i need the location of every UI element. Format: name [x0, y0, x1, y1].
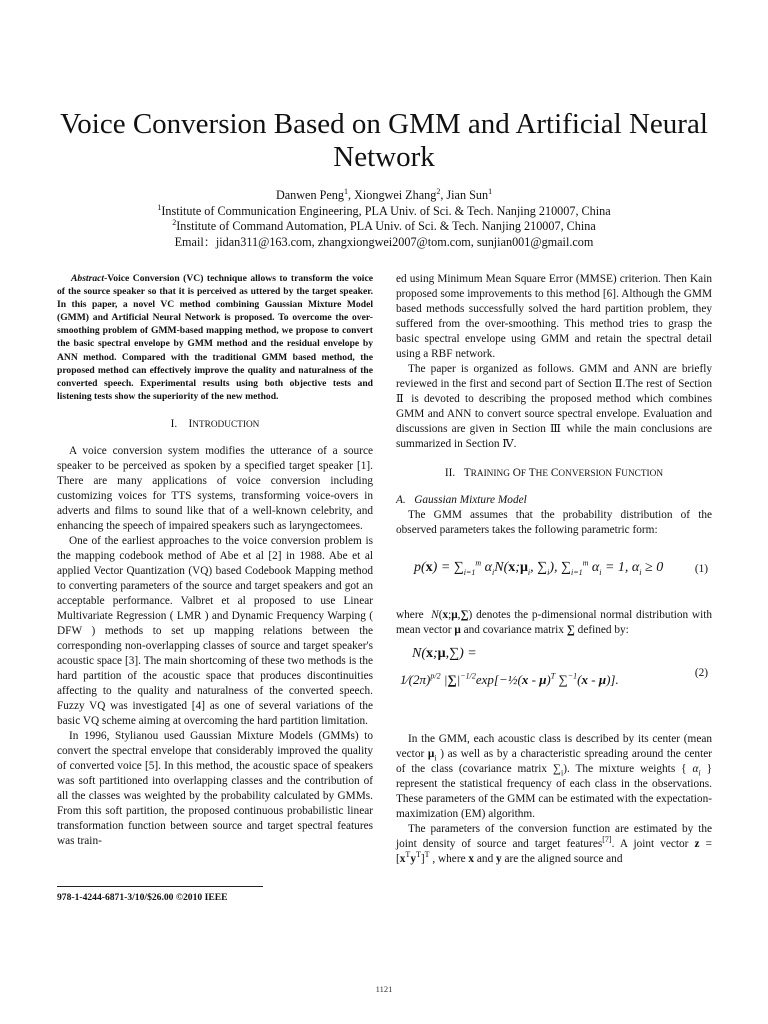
section-initial: T: [463, 467, 471, 479]
affiliation-mark: 1: [343, 186, 348, 196]
equation-body: $p(x) = \sum_{i=1}^m$ $\alpha_iN(x;\mu_i$, $\sum_i$), $\sum_{i=1}^m$ $\alpha_i = 1$, $\alpha_i \ge 0$: [414, 558, 664, 577]
paragraph: ed using Minimum Mean Square Error (MMSE) criterion. Then Kain proposed some improvements to this method [6]. Although the GMM based methods successfully solved the hard partition problem, they suffered from the over-smoothing. This method tries to grasp the basic spectral envelope using GMM and retain the spectral detail using a RBF network.: [396, 273, 712, 360]
equation-body: $1⁄(2\pi)^{p/2}$ $|\sum|^{-1/2}\exp[-\frac{1}{2}(x - \mu)^T$ ∑$^{-1}$(x - μ)].: [400, 671, 619, 687]
section-heading-training: [396, 466, 712, 482]
equation-1: [396, 548, 712, 592]
text-span: are the aligned source and: [504, 853, 623, 865]
text-span: ) as well as by a characteristic spreading around the center of the class (covariance matrix: [396, 748, 712, 775]
section-rest: RAINING: [470, 469, 510, 479]
text-span: where: [396, 609, 424, 621]
copyright-notice: 978-1-4244-6871-3/10/$26.00 ©2010 IEEE: [57, 892, 228, 903]
equation-number: (1): [694, 563, 708, 575]
abstract-text: -Voice Conversion (VC) technique allows to transform the voice of the source speaker so that it is perceived as uttered by the target speaker. In this paper, a novel VC method combining Gaussian Mixture Model (GMM) and Artificial Neural Network is proposed. To overcome the over-smoothing problem of GMM-based mapping method, we propose to convert the basic spectral envelope by GMM method and the residual envelope by ANN method. Compared with the traditional GMM based method, the proposed method can effectively improve the quality and naturalness of the converted speech. Experimental results using both objective tests and listening tests show the superiority of the new method.: [57, 273, 373, 402]
section-rest: F: [520, 469, 527, 479]
section-rest: UNCTION: [621, 469, 664, 479]
abstract: [57, 272, 373, 403]
citation-mark: [7]: [602, 835, 612, 845]
right-column: [396, 272, 712, 867]
subsection-heading: [396, 493, 712, 508]
paragraph: A voice conversion system modifies the utterance of a source speaker to be perceived as spoken by a specified target speaker [1]. There are many applications of voice conversion including customizing voices for TTS systems, transforming voice-overs in adverts and films to sound like that of a well-known celebrity, and enhancing the speech of impaired speakers such as laryngectomees.: [57, 444, 373, 532]
affiliation-mark: 1: [488, 186, 493, 196]
equation-number: (2): [694, 667, 708, 679]
author-name: Jian Sun: [446, 188, 489, 202]
section-initial: I: [188, 417, 193, 430]
section-initial: F: [614, 467, 622, 479]
affiliation-mark: 1: [157, 202, 162, 212]
equation-2: [396, 646, 712, 716]
text-span: In the GMM, each acoustic class is described by its center (mean vector: [396, 733, 712, 760]
email-line: Email：jidan311@163.com, zhangxiongwei2007@tom.com, sunjian001@gmail.com: [174, 234, 594, 249]
equation-body: N(x;μ,∑) =: [412, 646, 477, 661]
section-rest: ONVERSION: [558, 469, 613, 479]
subsection-title: Gaussian Mixture Model: [414, 494, 527, 506]
subsection-letter: A.: [396, 494, 406, 506]
author-names: Danwen Peng$^1$, Xiongwei Zhang$^2$, Jian Sun$^1$: [275, 186, 493, 202]
section-initial: C: [550, 467, 559, 479]
section-numeral: I.: [170, 417, 178, 430]
abstract-label: Abstract: [71, 273, 105, 284]
text-span: , where: [432, 853, 466, 865]
text-span: ). The mixture weights {: [563, 763, 687, 775]
section-initial: T: [528, 467, 536, 479]
text-span: denotes the p-dimensional normal distribution with mean vector: [396, 609, 712, 636]
paragraph: In the GMM, each acoustic class is described by its center (mean vector $\mu_i$ ) as well as by a characteristic spreading around the center of the class (covariance matrix $\sum_i$). The mixture weights { $\alpha_i$ } represent the statistical frequency of each class in the observations. These parameters of the GMM can be estimated with the expectation-maximization (EM) algorithm.: [396, 733, 713, 820]
left-column: [57, 272, 373, 849]
paragraph: One of the earliest approaches to the voice conversion problem is the mapping codebook method of Abe et al [2] in 1988. Abe et al applied Vector Quantization (VQ) based Codebook Mapping method to converting parameters of the source and target speakers and got an acceptable performance. Valbret et al proposed to use Linear Multivariate Regression ( LMR ) and Dynamic Frequency Warping ( DFW ) methods to set up mapping relations between the corresponding non-overlapping classes of source and target speaker's acoustic space [3]. The main shortcoming of these two methods is the hard partition of the acoustic space that produces discontinuities affecting to the quality and naturalness of the converted speech. Fuzzy VQ was investigated [4] as one of several variations of the basic VQ scheme aiming at overcoming the hard partition limitation.: [57, 534, 373, 727]
affiliation-text: Institute of Command Automation, PLA Univ. of Sci. & Tech. Nanjing 210007, China: [176, 219, 596, 233]
text-span: } represent the statistical frequency of each class in the observations. These parameters of the GMM can be estimated with the expectation-maximization (EM) algorithm.: [396, 763, 713, 820]
paragraph: The GMM assumes that the probability distribution of the observed parameters takes the following parametric form:: [396, 509, 712, 536]
text-span: The parameters of the conversion function are estimated by the joint density of source and target features: [396, 823, 712, 850]
affiliation-line: [40, 219, 728, 235]
affiliation-line: [40, 204, 728, 220]
author-name: Xiongwei Zhang: [354, 188, 437, 202]
section-rest: HE: [535, 469, 549, 479]
text-span: . A joint vector: [611, 838, 689, 850]
affiliation-text: Institute of Communication Engineering, PLA Univ. of Sci. & Tech. Nanjing 210007, China: [161, 203, 611, 218]
affiliation-mark: 2: [436, 186, 441, 196]
section-numeral: II.: [444, 467, 456, 479]
section-initial: O: [512, 467, 521, 479]
author-block: [40, 188, 728, 250]
text-span: and covariance matrix: [463, 624, 564, 636]
section-heading-introduction: [57, 417, 373, 433]
author-name: Danwen Peng: [275, 188, 344, 202]
text-span: defined by:: [577, 624, 629, 636]
paragraph: The paper is organized as follows. GMM and ANN are briefly reviewed in the first and second part of Section Ⅱ.The rest of Section Ⅱ is devoted to describing the proposed method which combines GMM and ANN to convert source spectral envelope. Evaluation and discussions are given in Section Ⅲ while the main conclusions are summarized in Section Ⅳ.: [396, 363, 712, 450]
affiliation-mark: 2: [172, 217, 177, 227]
page-number: 1121: [375, 984, 393, 994]
paper-title: Voice Conversion Based on GMM and Artificial Neural Network: [60, 108, 708, 173]
paragraph: where N(x;μ,∑) denotes the p-dimensional normal distribution with mean vector μ and covariance matrix ∑ defined by:: [396, 609, 712, 636]
text-span: and: [476, 853, 494, 865]
section-rest: NTRODUCTION: [192, 419, 260, 430]
footnote-rule: [57, 886, 263, 887]
paragraph: In 1996, Stylianou used Gaussian Mixture Models (GMMs) to convert the spectral envelope that considerably improved the quality of converted voice [5]. In this method, the acoustic space of speakers was soft partitioned into overlapping classes and the contribution of all the classes was weighted by the probability calculated by GMMs. From this soft partition, the proposed continuous probabilistic linear transformation function between source and target spectral features was train-: [57, 729, 373, 847]
paragraph: The parameters of the conversion function are estimated by the joint density of source and target features[7]. A joint vector $z = [x^Ty^T]^T$ , where x and y are the aligned source and: [396, 823, 712, 865]
